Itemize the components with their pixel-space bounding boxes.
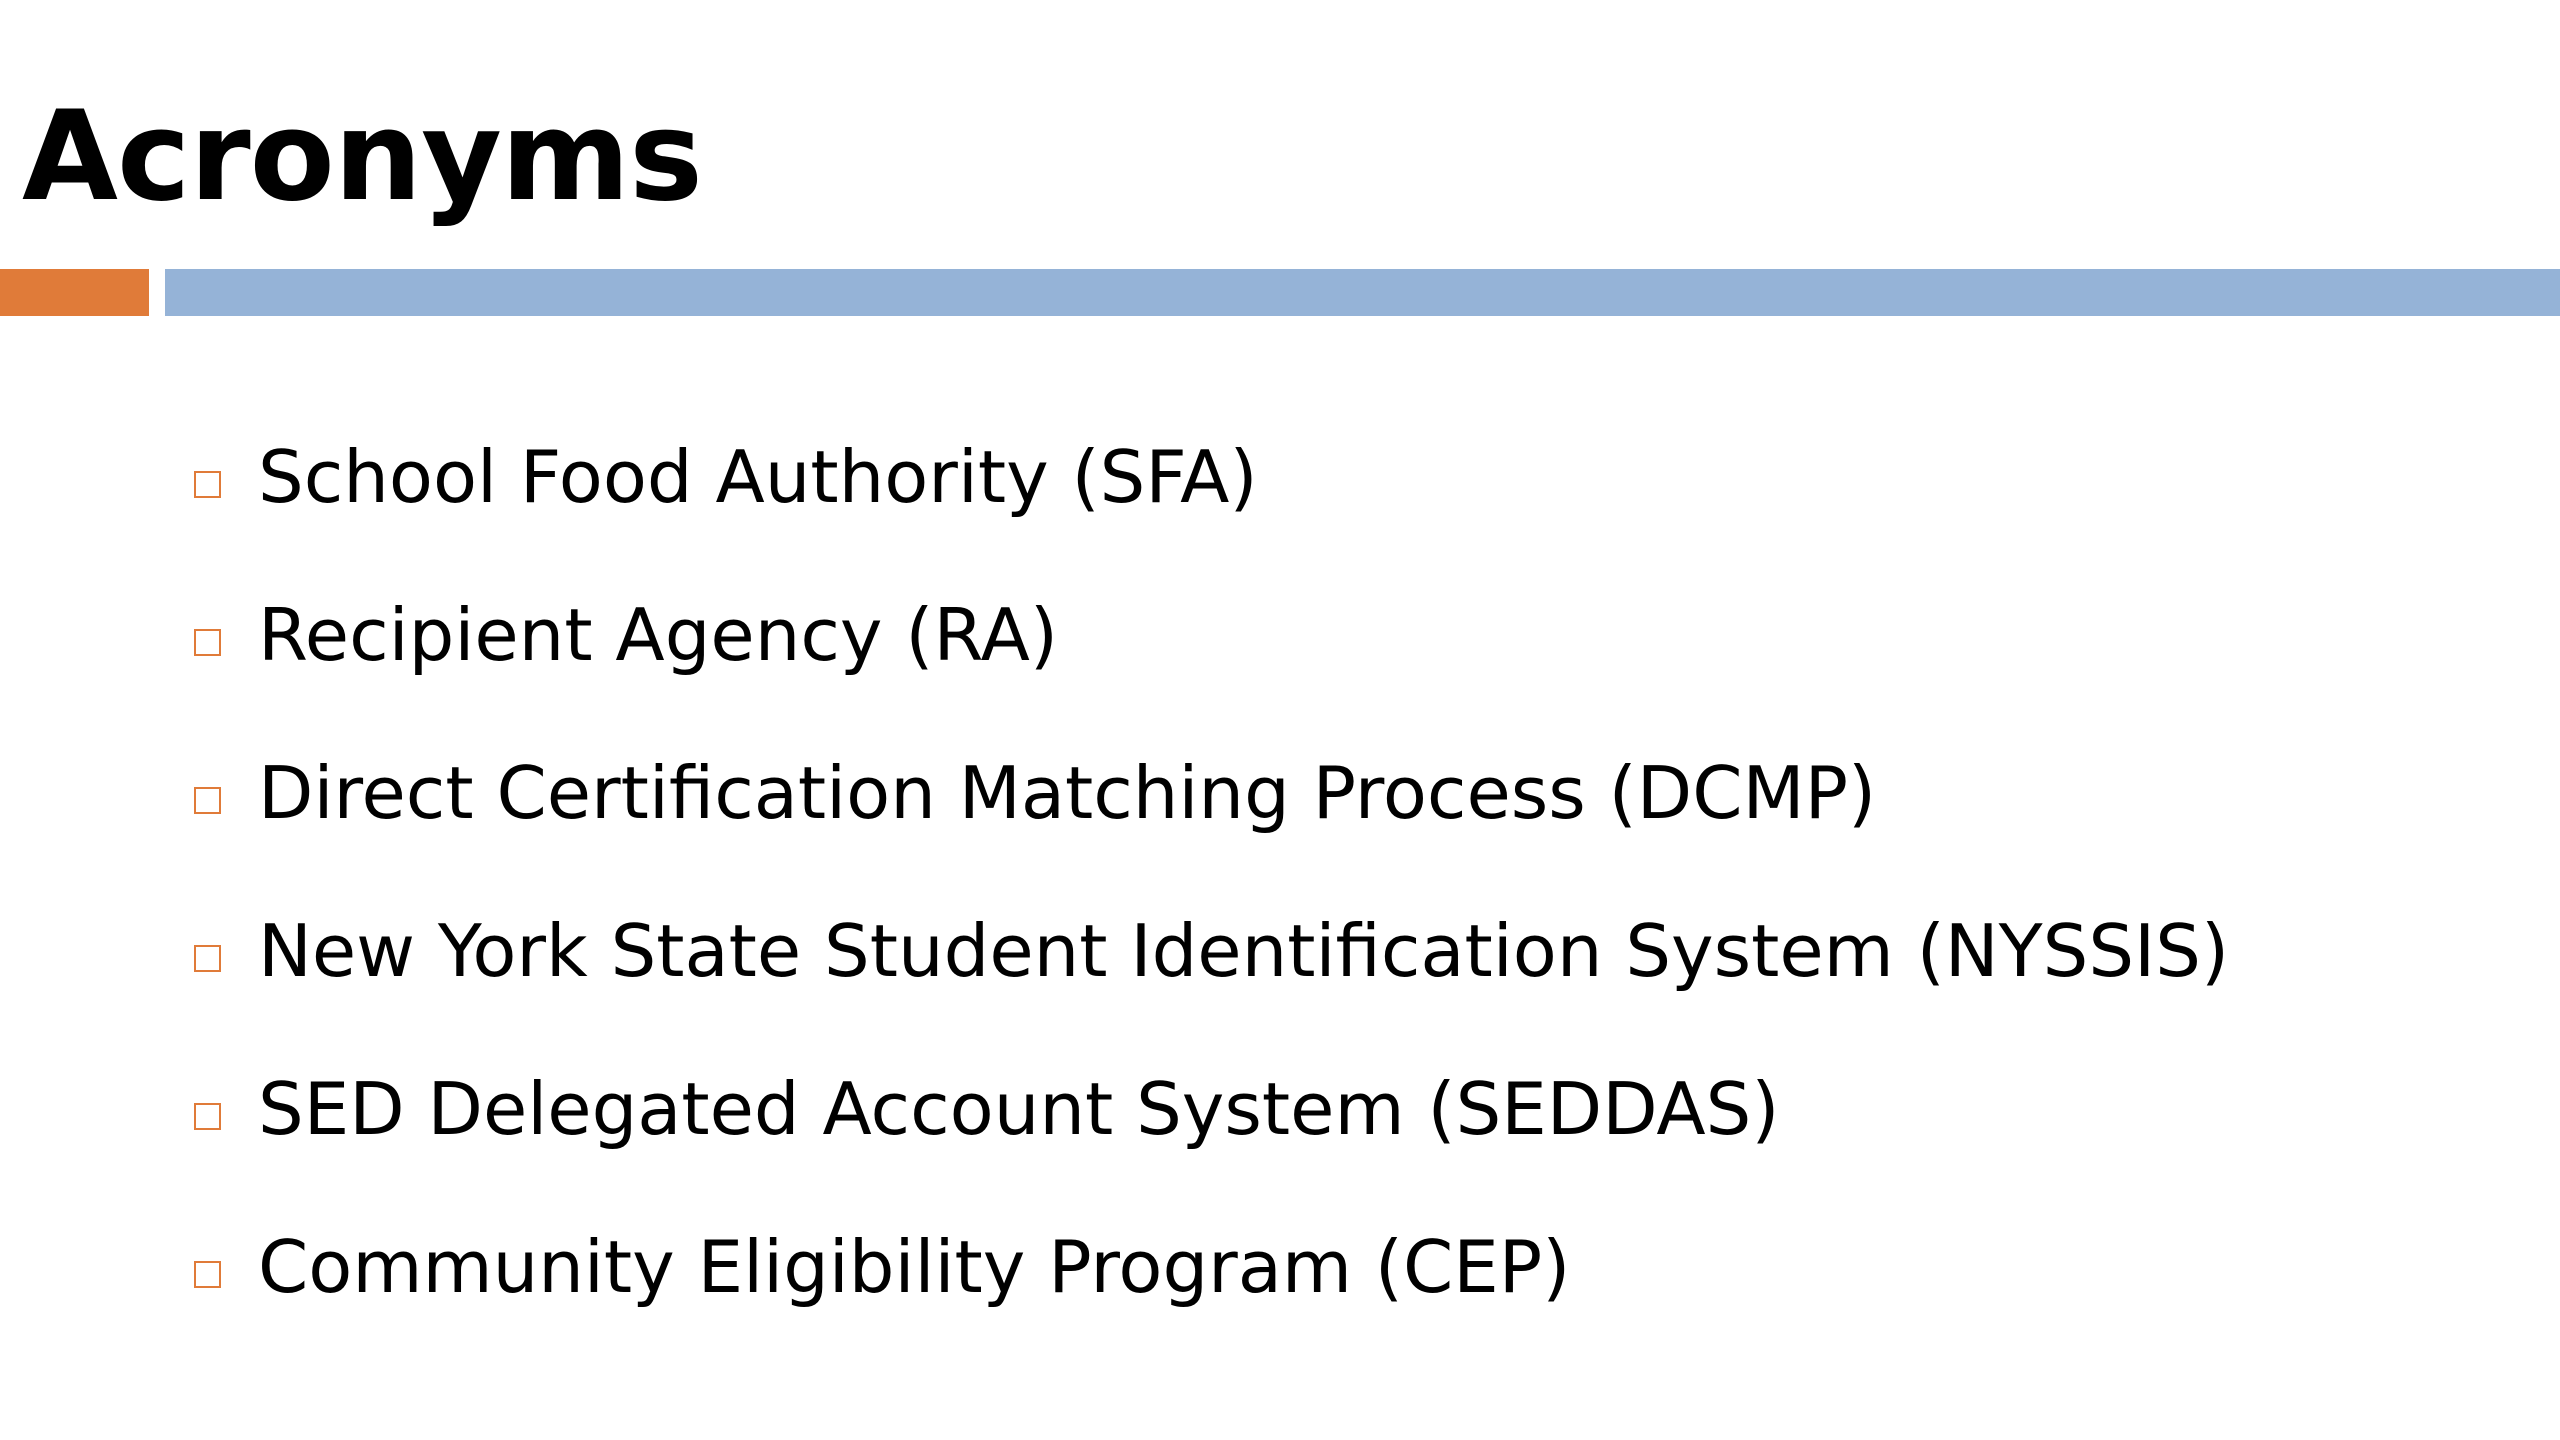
square-bullet-icon <box>194 471 221 498</box>
acronym-list <box>194 398 2229 1346</box>
list-item-text: Direct Certification Matching Process (DCMP) <box>258 751 1877 835</box>
square-bullet-icon <box>194 1261 221 1288</box>
list-item <box>194 1188 2229 1346</box>
square-bullet-icon <box>194 787 221 814</box>
square-bullet-icon <box>194 1103 221 1130</box>
list-item-text: Community Eligibility Program (CEP) <box>258 1225 1571 1309</box>
list-item-text: School Food Authority (SFA) <box>258 435 1258 519</box>
list-item <box>194 872 2229 1030</box>
slide-title: Acronyms <box>22 85 702 229</box>
list-item-text: Recipient Agency (RA) <box>258 593 1058 677</box>
square-bullet-icon <box>194 629 221 656</box>
list-item <box>194 714 2229 872</box>
list-item-text: New York State Student Identification System (NYSSIS) <box>258 909 2230 993</box>
title-rule-bar <box>165 269 2560 316</box>
list-item <box>194 398 2229 556</box>
list-item-text: SED Delegated Account System (SEDDAS) <box>258 1067 1780 1151</box>
list-item <box>194 556 2229 714</box>
list-item <box>194 1030 2229 1188</box>
square-bullet-icon <box>194 945 221 972</box>
title-accent-bar <box>0 269 149 316</box>
